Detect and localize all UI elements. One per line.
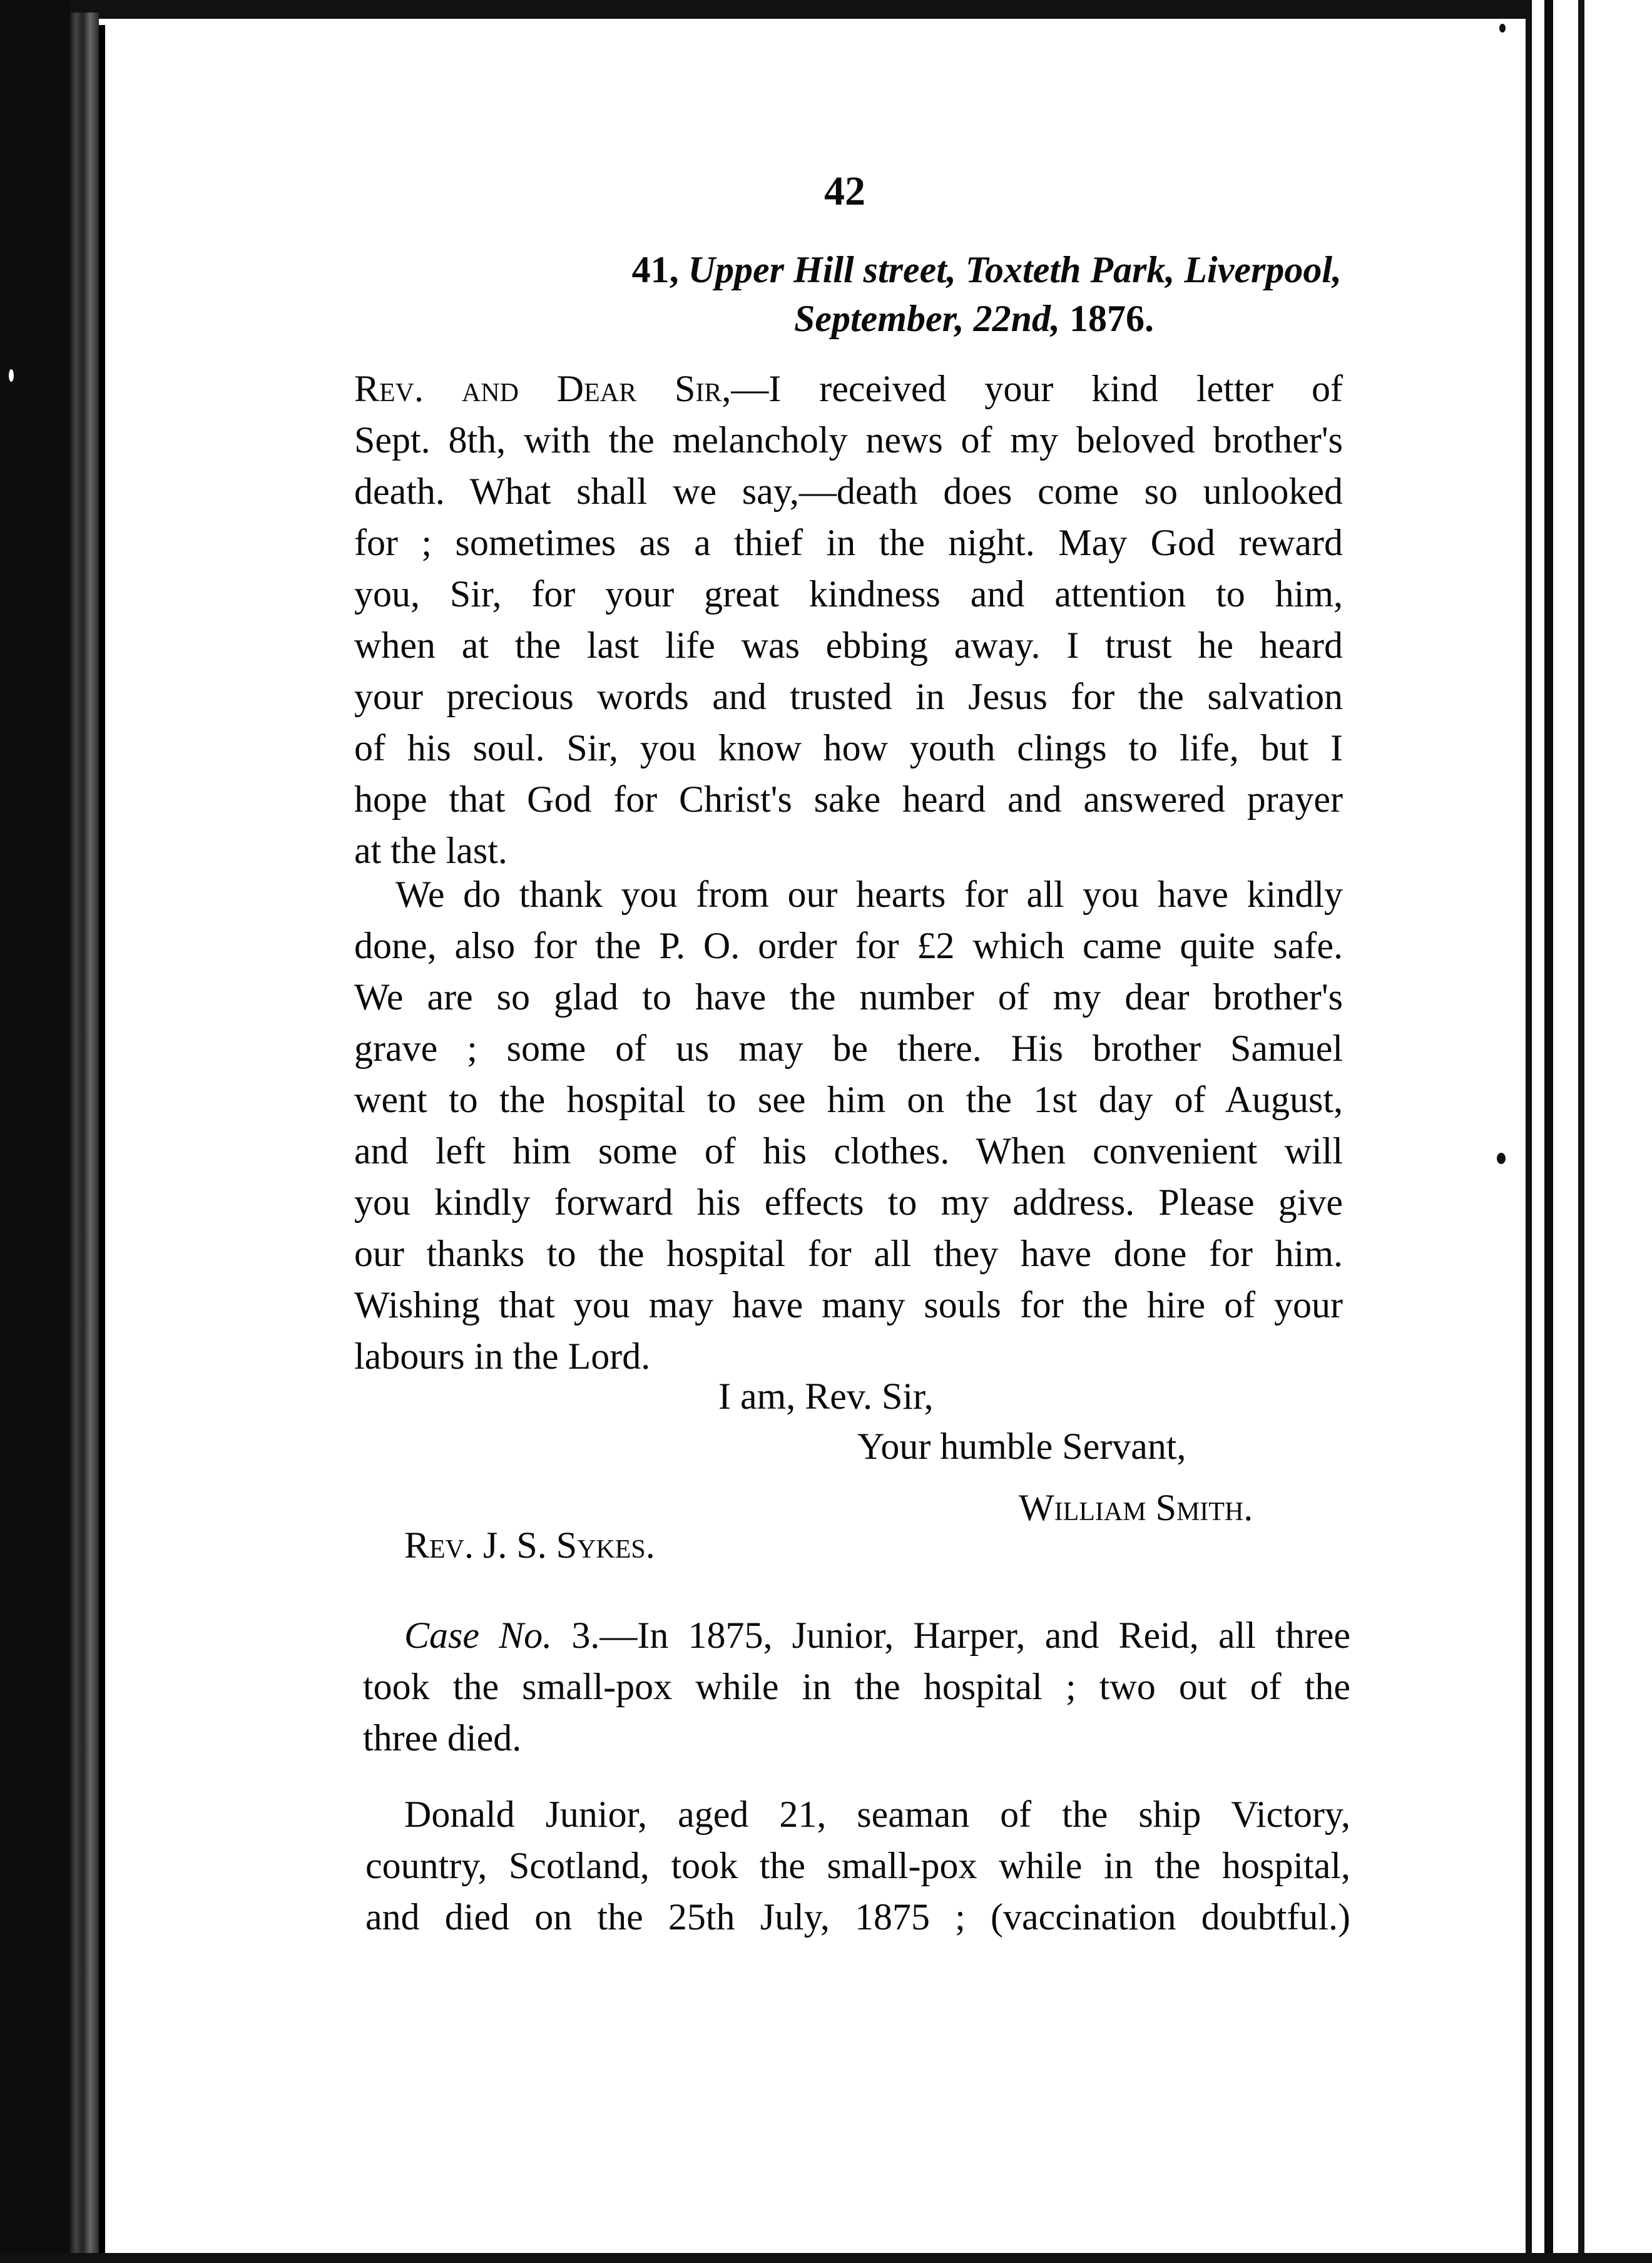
- paragraph-line: death. What shall we say,—death does come so unlooked: [354, 471, 1343, 512]
- paragraph-line: you kindly forward his effects to my address. Please give: [354, 1182, 1343, 1223]
- date-day: 22nd,: [973, 298, 1060, 339]
- salutation: Rev. and Dear Sir,: [354, 368, 732, 409]
- paragraph-line: We are so glad to have the number of my dear brother's: [354, 976, 1343, 1018]
- paragraph-line: when at the last life was ebbing away. I trust he heard: [354, 625, 1343, 666]
- paragraph-line: you, Sir, for your great kindness and attention to him,: [354, 573, 1343, 615]
- letter-paragraph-1: [354, 363, 1343, 876]
- paragraph-line: hope that God for Christ's sake heard and answered prayer: [354, 779, 1343, 820]
- paragraph-line: Donald Junior, aged 21, seaman of the ship Victory,: [404, 1794, 1350, 1835]
- paragraph-line: Case No. 3.—In 1875, Junior, Harper, and Reid, all three: [404, 1615, 1350, 1656]
- date-month: September,: [793, 298, 964, 339]
- letter-paragraph-2: [354, 869, 1343, 1382]
- scan-border-top: [0, 0, 1652, 19]
- scan-border-right-outer: [1578, 0, 1584, 2263]
- letter-date: [350, 294, 1342, 343]
- paragraph-line: labours in the Lord.: [354, 1336, 651, 1377]
- paragraph-line: We do thank you from our hearts for all you have kindly: [395, 874, 1343, 915]
- addressee: Rev. J. S. Sykes.: [404, 1525, 655, 1566]
- paragraph-line: country, Scotland, took the small-pox while in the hospital,: [365, 1845, 1350, 1886]
- scan-binding-shadow: [70, 13, 99, 2263]
- case-paragraph: [363, 1610, 1350, 1764]
- case-label: Case No.: [404, 1615, 553, 1656]
- scan-speck: [1499, 24, 1506, 33]
- scan-border-right: [1544, 0, 1553, 2263]
- signature: William Smith.: [1019, 1487, 1253, 1528]
- closing-line-2: Your humble Servant,: [857, 1426, 1186, 1467]
- scan-border-left: [0, 0, 70, 2263]
- paragraph-line: our thanks to the hospital for all they have done for him.: [354, 1233, 1343, 1274]
- page-number: 42: [824, 168, 865, 214]
- scan-speck: [9, 369, 14, 382]
- paragraph-line: done, also for the P. O. order for £2 which came quite safe.: [354, 925, 1343, 966]
- paragraph-line: Wishing that you may have many souls for the hire of your: [354, 1284, 1343, 1326]
- paragraph-line: at the last.: [354, 830, 507, 871]
- case-detail-paragraph: [365, 1789, 1350, 1943]
- letter-address: [350, 245, 1342, 343]
- scan-border-bottom: [0, 2253, 1652, 2263]
- paragraph-line: and left him some of his clothes. When convenient will: [354, 1130, 1343, 1172]
- paragraph-line: and died on the 25th July, 1875 ; (vaccination doubtful.): [365, 1896, 1350, 1938]
- scan-page-edge-left: [99, 25, 105, 2263]
- paragraph-line: went to the hospital to see him on the 1st day of August,: [354, 1079, 1343, 1120]
- date-year: 1876.: [1069, 298, 1154, 339]
- case-number: 3.: [571, 1615, 600, 1656]
- paragraph-line: Rev. and Dear Sir,—I received your kind letter of: [354, 368, 1343, 409]
- address-street: Upper Hill street, Toxteth Park, Liverpool,: [688, 249, 1342, 290]
- closing-line-1: I am, Rev. Sir,: [718, 1376, 934, 1417]
- paragraph-line: for ; sometimes as a thief in the night. May God reward: [354, 522, 1343, 563]
- paragraph-line: your precious words and trusted in Jesus for the salvation: [354, 676, 1343, 717]
- scan-speck: [1497, 1153, 1506, 1164]
- address-number: 41,: [631, 249, 679, 290]
- paragraph-line: took the small-pox while in the hospital ; two out of the: [363, 1666, 1350, 1707]
- paragraph-line: three died.: [363, 1717, 522, 1759]
- address-line: [350, 245, 1342, 294]
- paragraph-line: Sept. 8th, with the melancholy news of my beloved brother's: [354, 419, 1343, 461]
- scan-page-edge-right: [1526, 0, 1532, 2263]
- paragraph-line: of his soul. Sir, you know how youth clings to life, but I: [354, 727, 1343, 769]
- paragraph-line: grave ; some of us may be there. His brother Samuel: [354, 1028, 1343, 1069]
